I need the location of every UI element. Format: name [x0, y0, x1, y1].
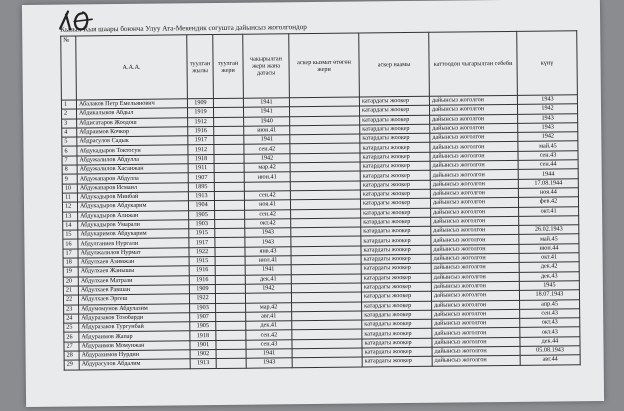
cell-date: 1943 — [518, 113, 578, 123]
cell-reason: дайынсыз жоголгон — [431, 226, 519, 236]
document-page — [22, 0, 604, 407]
table-header-row — [61, 31, 578, 100]
cell-name: Абдужапаров Абдулла — [77, 173, 188, 183]
cell-reason: дайынсыз жоголгон — [432, 328, 520, 338]
cell-birthplace — [216, 321, 246, 331]
cell-date: 1944 — [518, 169, 578, 179]
cell-date: 1943 — [517, 95, 577, 105]
cell-date: сен.43 — [518, 151, 578, 161]
cell-called-up: авг.41 — [246, 312, 292, 322]
cell-name: Абдукадыров Алижан — [78, 210, 189, 220]
cell-birth-year: 1911 — [188, 164, 214, 174]
cell-called-up: мар.42 — [244, 163, 290, 173]
cell-called-up: июн.41 — [244, 126, 290, 136]
cell-birthplace — [215, 266, 245, 276]
cell-birth-year: 1913 — [190, 359, 216, 369]
cell-name: Абдураимов Жапар — [79, 331, 190, 341]
cell-date: окт.43 — [520, 327, 580, 337]
cell-date: сен.44 — [518, 160, 578, 170]
cell-birth-year: 1916 — [189, 275, 215, 285]
cell-date: дек.43 — [519, 271, 579, 281]
cell-birth-year: 1917 — [189, 238, 215, 248]
cell-number: 13 — [63, 212, 78, 221]
cell-rank: катардагы жоокер — [361, 208, 431, 218]
cell-birth-year: 1912 — [188, 145, 214, 155]
cell-called-up: сен.42 — [246, 330, 292, 340]
cell-date: 1943 — [518, 123, 578, 133]
cell-reason: дайынсыз жоголгон — [431, 207, 519, 217]
cell-called-up: сен.42 — [244, 144, 290, 154]
cell-name: Абдрасулов Садык — [77, 136, 188, 146]
cell-birthplace — [214, 200, 244, 210]
cell-rank: катардагы жоокер — [359, 96, 429, 106]
cell-name: Абдурахимов Нурдин — [79, 350, 190, 360]
cell-rank: катардагы жоокер — [362, 301, 432, 311]
cell-birth-year: 1912 — [188, 117, 214, 127]
document-title: Кызыл-Кыя шаары боюнча Улуу Ата-Мекендик согушта дайынсыз жоголгондор — [60, 23, 307, 34]
cell-birthplace — [214, 163, 244, 173]
cell-called-up: 1943 — [245, 228, 291, 238]
cell-date: дек.44 — [520, 336, 580, 346]
cell-name: Абдукадыров Минбай — [77, 192, 188, 202]
cell-called-up: 1941 — [243, 107, 289, 117]
cell-number: 20 — [63, 277, 78, 286]
cell-birth-year: 1904 — [188, 201, 214, 211]
cell-rank: катардагы жоокер — [361, 264, 431, 274]
cell-date: ноя.44 — [518, 188, 578, 198]
cell-reason: дайынсыз жоголгон — [432, 309, 520, 319]
cell-reason: дайынсыз жоголгон — [430, 198, 518, 208]
cell-birthplace — [215, 247, 245, 257]
cell-number: 11 — [62, 193, 77, 202]
cell-rank: катардагы жоокер — [360, 199, 430, 209]
cell-reason: дайынсыз жоголгон — [430, 151, 518, 161]
cell-reason: дайынсыз жоголгон — [431, 272, 519, 282]
cell-name: Абдужапаров Исмаил — [77, 182, 188, 192]
cell-number: 10 — [62, 184, 77, 193]
cell-birthplace — [216, 359, 246, 369]
cell-birthplace — [215, 210, 245, 220]
cell-date: авг.44 — [520, 355, 580, 365]
cell-birth-year: 1922 — [189, 247, 215, 257]
cell-reason: дайынсыз жоголгон — [430, 160, 518, 170]
cell-rank: катардагы жоокер — [362, 347, 432, 357]
cell-date: апр.45 — [520, 299, 580, 309]
cell-number: 21 — [63, 286, 78, 295]
cell-reason: дайынсыз жоголгон — [431, 263, 519, 273]
cell-name: Абалаков Петр Емельянович — [76, 99, 187, 109]
cell-rank: катардагы жоокер — [362, 338, 432, 348]
cell-birth-year: 1901 — [190, 340, 216, 350]
cell-number: 27 — [64, 342, 79, 351]
cell-number: 26 — [64, 332, 79, 341]
cell-called-up: 1941 — [245, 265, 291, 275]
cell-name: Абдикалыков Абдыл — [77, 108, 188, 118]
cell-called-up: 1943 — [245, 237, 291, 247]
cell-date: 05.08.1943 — [520, 346, 580, 356]
cell-called-up: дек.41 — [246, 321, 292, 331]
cell-date: 1942 — [517, 104, 577, 114]
cell-date: 1942 — [518, 132, 578, 142]
cell-date: июн.44 — [519, 243, 579, 253]
cell-rank: катардагы жоокер — [360, 115, 430, 125]
cell-rank: катардагы жоокер — [360, 143, 430, 153]
cell-called-up: янв.43 — [245, 246, 291, 256]
column-header-birthplace: туулган жери — [213, 34, 244, 98]
cell-birth-year: 1915 — [189, 229, 215, 239]
cell-name: Абдумомунов Абдулазим — [79, 303, 190, 313]
cell-called-up: сен.42 — [245, 209, 291, 219]
cell-called-up: 1943 — [246, 358, 292, 368]
cell-birth-year: 1918 — [188, 154, 214, 164]
table-body — [61, 95, 580, 370]
column-header-date: күнү — [517, 31, 578, 96]
cell-rank: катардагы жоокер — [362, 310, 432, 320]
cell-birthplace — [214, 154, 244, 164]
cell-birthplace — [214, 135, 244, 145]
cell-number: 17 — [63, 249, 78, 258]
cell-date: май.45 — [518, 141, 578, 151]
cell-date: май.45 — [519, 234, 579, 244]
column-header-service-place: аскер кызмат өтөгөн жери — [289, 33, 360, 98]
cell-date: окт.41 — [519, 253, 579, 263]
cell-rank: катардагы жоокер — [361, 217, 431, 227]
cell-name: Абдукадыров Абдукарим — [77, 201, 188, 211]
cell-rank: катардагы жоокер — [360, 124, 430, 134]
cell-name: Абдисатаров Жоодош — [77, 117, 188, 127]
cell-name: Абдужалилов Хасанжан — [77, 164, 188, 174]
cell-rank: катардагы жоокер — [362, 357, 432, 367]
cell-reason: дайынсыз жоголгон — [431, 216, 519, 226]
cell-reason: дайынсыз жоголгон — [430, 142, 518, 152]
cell-called-up: 1941 — [243, 98, 289, 108]
cell-number: 28 — [64, 351, 79, 360]
cell-number: 14 — [63, 221, 78, 230]
cell-reason: дайынсыз жоголгон — [430, 179, 518, 189]
cell-called-up: 1941 — [244, 135, 290, 145]
cell-rank: катардагы жоокер — [360, 133, 430, 143]
cell-called-up — [244, 181, 290, 191]
cell-birth-year: 1915 — [189, 257, 215, 267]
cell-date: фев.42 — [518, 197, 578, 207]
cell-rank: катардагы жоокер — [359, 106, 429, 116]
column-header-birth-year: туулган жылы — [187, 35, 214, 99]
cell-birthplace — [215, 256, 245, 266]
cell-birthplace — [216, 331, 246, 341]
cell-birth-year: 1903 — [189, 219, 215, 229]
cell-name: Абдулхаев Равшан — [78, 285, 189, 295]
cell-name: Абдужалилов Абдулла — [77, 155, 188, 165]
cell-date: 1945 — [519, 281, 579, 291]
cell-number: 7 — [62, 156, 77, 165]
cell-name: Абдураимов Момунжан — [79, 341, 190, 351]
cell-birthplace — [214, 126, 244, 136]
column-header-number: № — [61, 36, 77, 100]
cell-called-up: 1940 — [244, 116, 290, 126]
cell-birthplace — [214, 173, 244, 183]
cell-reason: дайынсыз жоголгон — [429, 95, 517, 105]
cell-birthplace — [215, 293, 245, 303]
cell-reason: дайынсыз жоголгон — [431, 244, 519, 254]
cell-birth-year: 1916 — [188, 126, 214, 136]
column-header-called-up: чакырылган жери жана датасы — [243, 34, 290, 98]
cell-reason: дайынсыз жоголгон — [430, 114, 518, 124]
cell-birthplace — [216, 349, 246, 359]
cell-number: 5 — [62, 137, 77, 146]
cell-birth-year: 1905 — [190, 322, 216, 332]
cell-rank: катардагы жоокер — [360, 171, 430, 181]
cell-reason: дайынсыз жоголгон — [430, 123, 518, 133]
cell-number: 3 — [62, 119, 77, 128]
cell-birthplace — [214, 145, 244, 155]
cell-reason: дайынсыз жоголгон — [430, 133, 518, 143]
cell-number: 25 — [64, 323, 79, 332]
cell-name: Абдукадыров Умарали — [78, 220, 189, 230]
cell-reason: дайынсыз жоголгон — [431, 291, 519, 301]
cell-birth-year: 1922 — [189, 294, 215, 304]
cell-called-up: мар.42 — [246, 302, 292, 312]
cell-name: Абдулхаев Эргеш — [78, 294, 189, 304]
column-header-reason: каттоодон чыгарылган себеби — [429, 31, 518, 96]
cell-service-place — [292, 357, 362, 367]
cell-called-up: дек.41 — [245, 274, 291, 284]
cell-reason: дайынсыз жоголгон — [429, 105, 517, 115]
cell-number: 15 — [63, 230, 78, 239]
cell-birth-year: 1895 — [188, 182, 214, 192]
cell-number: 1 — [61, 100, 76, 109]
cell-reason: дайынсыз жоголгон — [430, 188, 518, 198]
cell-birth-year: 1907 — [190, 312, 216, 322]
cell-rank: катардагы жоокер — [362, 319, 432, 329]
cell-birthplace — [214, 117, 244, 127]
cell-birthplace — [214, 182, 244, 192]
cell-number: 19 — [63, 267, 78, 276]
cell-name: Абдулжалилов Нурмат — [78, 248, 189, 258]
cell-birth-year: 1913 — [188, 192, 214, 202]
cell-birth-year: 1909 — [187, 99, 213, 109]
cell-rank: катардагы жоокер — [362, 329, 432, 339]
cell-birthplace — [216, 340, 246, 350]
cell-number: 22 — [63, 295, 78, 304]
cell-date: дек.42 — [519, 262, 579, 272]
cell-name: Абдуразаков Тургунбай — [79, 322, 190, 332]
cell-name: Абдукадыров Токтосун — [77, 145, 188, 155]
cell-birth-year: 1903 — [190, 303, 216, 313]
cell-birth-year: 1919 — [187, 108, 213, 118]
cell-rank: катардагы жоокер — [360, 189, 430, 199]
cell-date: 18.07.1943 — [519, 290, 579, 300]
cell-number: 23 — [64, 304, 79, 313]
cell-rank: катардагы жоокер — [361, 291, 431, 301]
cell-reason: дайынсыз жоголгон — [432, 318, 520, 328]
cell-birthplace — [215, 238, 245, 248]
cell-name: Абдулхаев Жанышы — [78, 266, 189, 276]
cell-called-up: июл.41 — [245, 256, 291, 266]
cell-name: Абдулганиев Нургали — [78, 238, 189, 248]
cell-date: 17.08.1944 — [518, 178, 578, 188]
cell-rank: катардагы жоокер — [361, 254, 431, 264]
cell-called-up: сен.43 — [246, 339, 292, 349]
cell-birth-year: 1905 — [189, 210, 215, 220]
cell-name: Абдраимов Кочкор — [77, 127, 188, 137]
cell-number: 16 — [63, 239, 78, 248]
cell-birthplace — [215, 228, 245, 238]
cell-reason: дайынсыз жоголгон — [432, 337, 520, 347]
cell-number: 8 — [62, 165, 77, 174]
cell-reason: дайынсыз жоголгон — [432, 356, 520, 366]
cell-birthplace — [213, 98, 243, 108]
cell-birth-year: 1907 — [188, 173, 214, 183]
cell-birthplace — [215, 275, 245, 285]
cell-rank: катардагы жоокер — [360, 161, 430, 171]
cell-called-up: 1942 — [244, 154, 290, 164]
cell-number: 6 — [62, 146, 77, 155]
column-header-rank: аскер наамы — [359, 32, 430, 97]
cell-name: Абдулхаев Матрази — [78, 275, 189, 285]
cell-reason: дайынсыз жоголгон — [432, 300, 520, 310]
cell-called-up: ноя.41 — [244, 200, 290, 210]
cell-birth-year: 1909 — [189, 284, 215, 294]
cell-number: 12 — [62, 202, 77, 211]
cell-name: Абдукаримов Абдукарим — [78, 229, 189, 239]
records-table — [60, 30, 580, 370]
cell-rank: катардагы жоокер — [361, 236, 431, 246]
cell-rank: катардагы жоокер — [361, 282, 431, 292]
cell-rank: катардагы жоокер — [361, 245, 431, 255]
cell-called-up: 1942 — [245, 284, 291, 294]
cell-called-up — [245, 293, 291, 303]
cell-birthplace — [216, 312, 246, 322]
cell-number: 4 — [62, 128, 77, 137]
cell-birthplace — [215, 219, 245, 229]
cell-birthplace — [214, 191, 244, 201]
cell-reason: дайынсыз жоголгон — [432, 346, 520, 356]
cell-called-up: 1941 — [246, 349, 292, 359]
cell-birthplace — [215, 284, 245, 294]
cell-rank: катардагы жоокер — [361, 226, 431, 236]
cell-date: 26.02.1943 — [519, 225, 579, 235]
cell-name: Абдурасулов Абдалим — [79, 359, 190, 369]
cell-called-up: окт.42 — [245, 219, 291, 229]
cell-reason: дайынсыз жоголгон — [431, 281, 519, 291]
cell-birth-year: 1916 — [189, 266, 215, 276]
cell-date: окт.41 — [519, 206, 579, 216]
cell-number: 9 — [62, 174, 77, 183]
cell-birth-year: 1902 — [190, 350, 216, 360]
cell-number: 18 — [63, 258, 78, 267]
cell-reason: дайынсыз жоголгон — [431, 253, 519, 263]
cell-birthplace — [216, 303, 246, 313]
cell-date: окт.43 — [520, 318, 580, 328]
cell-rank: катардагы жоокер — [360, 152, 430, 162]
cell-name: Абдулхаев Азимжан — [78, 257, 189, 267]
column-header-name: А.А.А. — [76, 35, 188, 100]
cell-called-up: сен.42 — [244, 191, 290, 201]
cell-reason: дайынсыз жоголгон — [431, 235, 519, 245]
cell-number: 24 — [64, 314, 79, 323]
cell-called-up: июн.41 — [244, 172, 290, 182]
cell-birth-year: 1918 — [190, 331, 216, 341]
cell-rank: катардагы жоокер — [361, 273, 431, 283]
cell-name: Абдуразаков Тозобарди — [79, 313, 190, 323]
cell-number: 2 — [62, 109, 77, 118]
cell-rank: катардагы жоокер — [360, 180, 430, 190]
cell-date: сен.43 — [520, 309, 580, 319]
cell-birthplace — [213, 108, 243, 118]
cell-reason: дайынсыз жоголгон — [430, 170, 518, 180]
cell-number: 29 — [64, 360, 79, 369]
cell-birth-year: 1917 — [188, 136, 214, 146]
